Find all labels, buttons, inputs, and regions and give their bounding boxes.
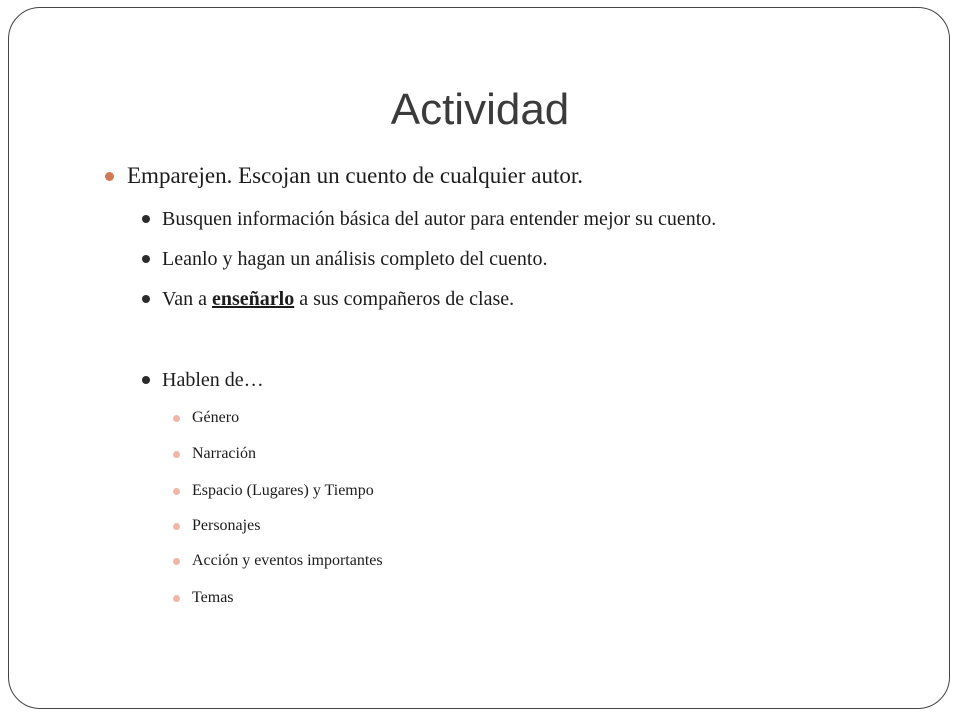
- bullet-dot-icon: [173, 415, 180, 422]
- bullet-dot-icon: [142, 215, 150, 223]
- topic-text: Personajes: [192, 517, 261, 534]
- bullet-dot-icon: [142, 295, 150, 303]
- bullet-dot-icon: [173, 558, 180, 565]
- bullet-dot-icon: [142, 255, 150, 263]
- sub-bullet-text: Leanlo y hagan un análisis completo del cuento.: [162, 248, 548, 270]
- topic-text: Acción y eventos importantes: [192, 552, 383, 569]
- sub-bullet-text: Busquen información básica del autor para entender mejor su cuento.: [162, 208, 717, 230]
- topic-item: [192, 480, 374, 502]
- topic-text: Género: [192, 409, 240, 426]
- bullet-dot-icon: [105, 172, 114, 181]
- sub-bullet-item: [162, 205, 716, 233]
- sub-bullet-item: [162, 285, 514, 313]
- topic-item: [192, 407, 239, 429]
- bullet-dot-icon: [173, 488, 180, 495]
- bullet-dot-icon: [173, 595, 180, 602]
- topic-item: [192, 587, 234, 609]
- topic-text: Espacio (Lugares) y Tiempo: [192, 482, 374, 499]
- topic-text: Narración: [192, 445, 256, 462]
- sub-bullet-text: Hablen de…: [162, 369, 264, 391]
- bullet-dot-icon: [173, 451, 180, 458]
- bullet-text: Emparejen. Escojan un cuento de cualquier autor.: [127, 163, 583, 188]
- bullet-dot-icon: [173, 523, 180, 530]
- topic-item: [192, 550, 383, 572]
- sub-bullet-item: [162, 366, 264, 394]
- slide-title: Actividad: [390, 85, 570, 134]
- sub-bullet-text: [162, 288, 514, 310]
- bullet-item-main: [127, 161, 583, 191]
- sub-bullet-text-after: a sus compañeros de clase.: [294, 288, 515, 310]
- topic-item: [192, 515, 260, 537]
- emphasized-word: enseñarlo: [211, 288, 295, 310]
- bullet-dot-icon: [142, 376, 150, 384]
- sub-bullet-item: [162, 245, 547, 273]
- sub-bullet-text-before: Van a: [162, 288, 212, 310]
- topic-text: Temas: [192, 589, 234, 606]
- topic-item: [192, 443, 256, 465]
